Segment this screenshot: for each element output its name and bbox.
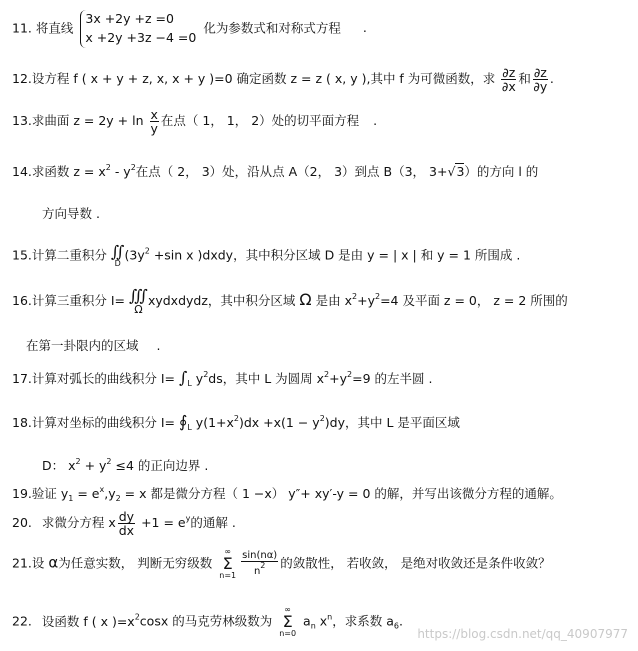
question-18: 18.计算对坐标的曲线积分 $I= ∮_L$ $y(1+x^2)dx +x(1 - y^2)dy$，其中 L 是平面区域 <box>12 412 460 432</box>
summation: ∞ Σ n=1 <box>219 547 237 580</box>
question-14: 14.求函数 $z = x^2 - y^2$在点（ 2， 3）处，沿从点 A（2， 3）到点 B（3， 3+√3）的方向 l 的 <box>12 163 539 179</box>
question-number: 14. <box>12 164 32 179</box>
watermark-url: https://blog.csdn.net/qq_40907977 <box>417 627 628 641</box>
question-13: 13.求曲面 z = 2y + ln $\frac{x}{y}$ 在点（ 1， 1， 2）处的切平面方程 . <box>12 107 378 137</box>
question-19: 19.验证 $y_1 = e^x,y_2 = x$ 都是微分方程（ 1 −x） y″+ xy′-y = 0 的解，并写出该微分方程的通解。 <box>12 485 562 503</box>
question-number: 20. <box>12 515 32 531</box>
question-number: 12. <box>12 71 32 87</box>
equation-system: 3x +2y +z =0 x +2y +3z −4 =0 <box>80 10 196 48</box>
question-18-cont: D： $x^2 + y^2 \le 4$ 的正向边界 . <box>42 457 209 473</box>
partial-fraction: $\frac{\partial z}{\partial x}$ <box>501 65 516 95</box>
question-number: 18. <box>12 415 32 430</box>
question-number: 11. <box>12 20 32 36</box>
question-number: 15. <box>12 247 32 263</box>
question-12: 12.设方程 f ( x + y + z, x, x + y )=0 确定函数 z = z ( x, y ),其中 f 为可微函数，求 $\frac{\partial z}{\partial x}$ 和 $\frac{\partial z}{\partial y}$ . <box>12 65 554 95</box>
question-number: 22. <box>12 613 32 629</box>
derivative-fraction: $\frac{dy}{dx}$ <box>118 509 135 539</box>
question-15: 15.计算二重积分 ∬ D ($3y^2 +\sin$ x )dxdy，其中积分区域 D 是由 y = | x | 和 y = 1 所围成 . <box>12 242 521 268</box>
question-21: 21.设 α为任意实数， 判断无穷级数 ∞ Σ n=1 $\frac{\sin(n\alpha)}{n^2}$ 的敛散性， 若收敛， 是绝对收敛还是条件收敛？ <box>12 547 551 580</box>
partial-fraction: $\frac{\partial z}{\partial y}$ <box>533 65 548 95</box>
question-22: 22. 设函数 f ( x )$=x^2\cos x$ 的马克劳林级数为 ∞ Σ n=0 $a_n$ $x^n$，求系数 $a_6$. <box>12 605 403 638</box>
question-number: 13. <box>12 113 32 129</box>
question-16-cont: 在第一卦限内的区域 . <box>26 338 161 353</box>
double-integral: ∬ D <box>110 242 125 268</box>
question-14-cont: 方向导数 . <box>42 206 100 221</box>
question-20: 20. 求微分方程 x $\frac{dy}{dx}$ $+1 = e^y$的通解 . <box>12 509 236 539</box>
question-number: 16. <box>12 293 32 308</box>
question-11: 11. 将直线 3x +2y +z =0 x +2y +3z −4 =0 化为参数式和对称式方程 . <box>12 10 367 48</box>
question-number: 19. <box>12 486 32 501</box>
series-term: $\frac{\sin(n\alpha)}{n^2}$ <box>242 549 278 577</box>
summation: ∞ Σ n=0 <box>279 605 297 638</box>
question-17: 17.计算对弧长的曲线积分 $I= \int_L$ $y^2ds$，其中 L 为圆周 $x^2+y^2=9$ 的左半圆 . <box>12 368 433 388</box>
fraction: $\frac{x}{y}$ <box>150 107 158 137</box>
question-number: 17. <box>12 371 32 386</box>
question-number: 21. <box>12 555 32 571</box>
triple-integral: ∭ Ω <box>129 286 148 316</box>
question-16: 16.计算三重积分 I= ∭ Ω xydxdydz，其中积分区域 Ω 是由 $x^2+y^2=4$ 及平面 z = 0， z = 2 所围的 <box>12 286 568 316</box>
